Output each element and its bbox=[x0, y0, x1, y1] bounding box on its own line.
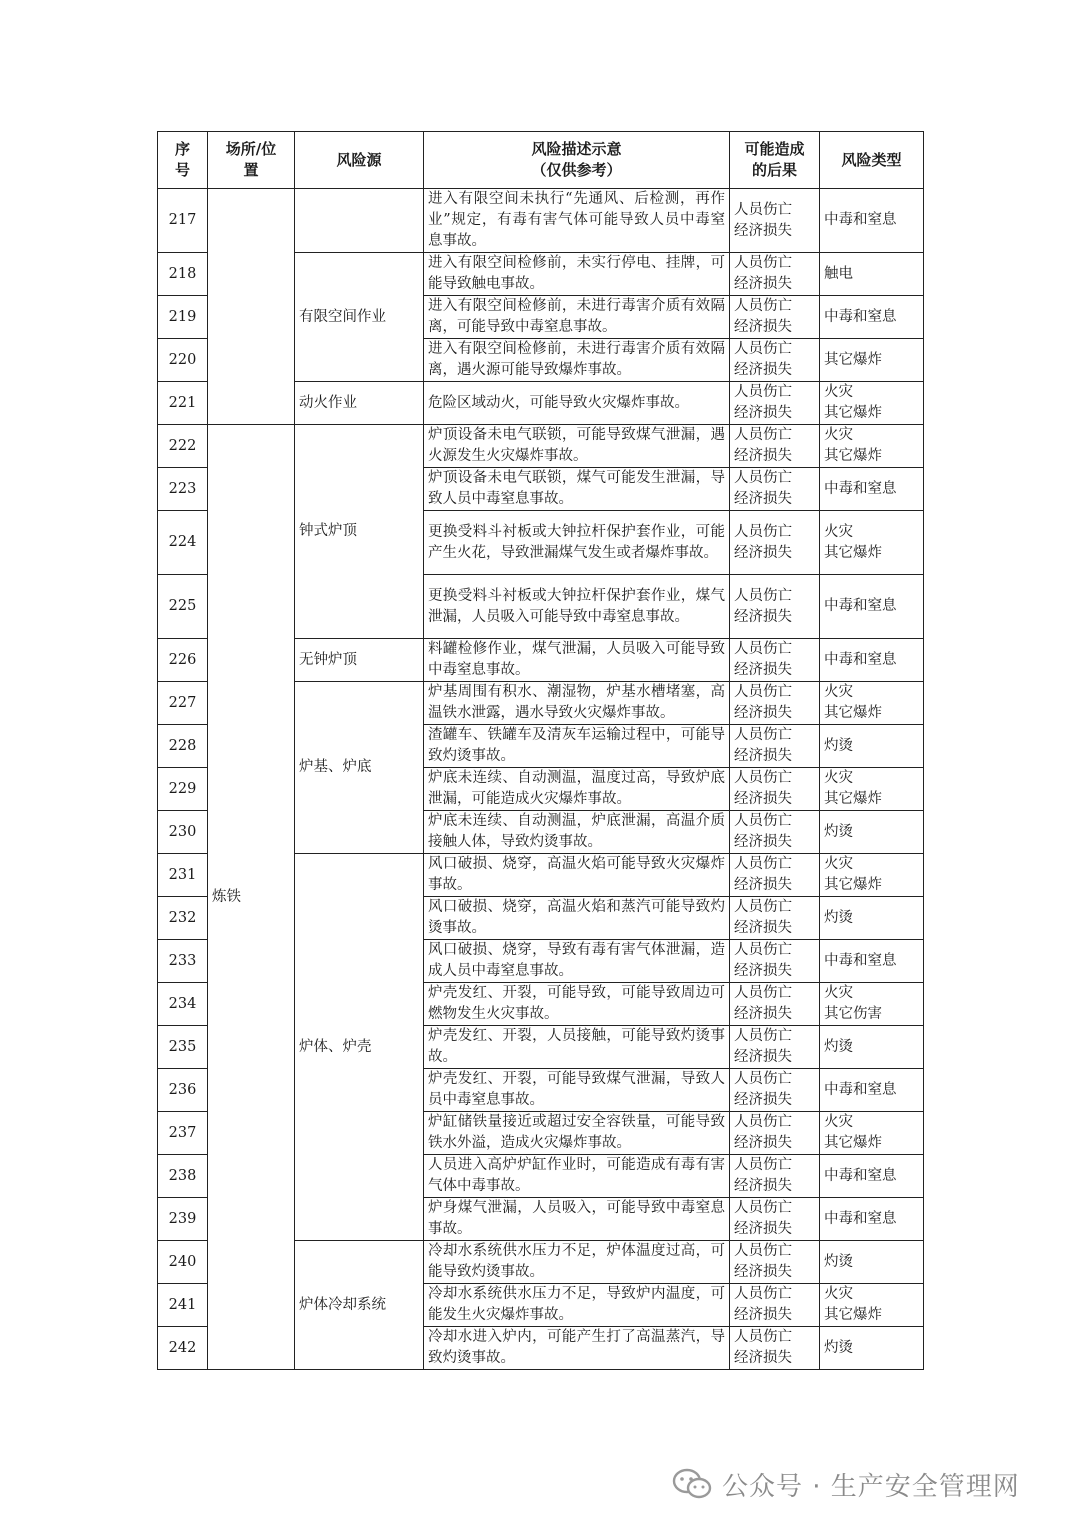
row-number: 218 bbox=[158, 253, 208, 296]
row-number: 233 bbox=[158, 940, 208, 983]
risk-description: 渣罐车、铁罐车及清灰车运输过程中，可能导致灼烫事故。 bbox=[424, 725, 730, 768]
row-number: 226 bbox=[158, 639, 208, 682]
table-header-row bbox=[158, 132, 924, 189]
consequence-cell: 人员伤亡 经济损失 bbox=[730, 639, 820, 682]
row-number: 217 bbox=[158, 189, 208, 253]
consequence-cell: 人员伤亡 经济损失 bbox=[730, 940, 820, 983]
consequence-cell: 人员伤亡 经济损失 bbox=[730, 854, 820, 897]
risk-type-cell: 火灾 其它爆炸 bbox=[820, 382, 924, 425]
risk-source-cell: 无钟炉顶 bbox=[295, 639, 424, 682]
consequence-cell: 人员伤亡 经济损失 bbox=[730, 768, 820, 811]
risk-type-cell: 中毒和窒息 bbox=[820, 1198, 924, 1241]
risk-table bbox=[157, 131, 924, 1370]
risk-description: 人员进入高炉炉缸作业时，可能造成有毒有害气体中毒事故。 bbox=[424, 1155, 730, 1198]
consequence-cell: 人员伤亡 经济损失 bbox=[730, 897, 820, 940]
risk-type-cell: 中毒和窒息 bbox=[820, 296, 924, 339]
row-number: 219 bbox=[158, 296, 208, 339]
consequence-cell: 人员伤亡 经济损失 bbox=[730, 725, 820, 768]
row-number: 221 bbox=[158, 382, 208, 425]
risk-type-cell: 火灾 其它爆炸 bbox=[820, 854, 924, 897]
risk-type-cell: 火灾 其它爆炸 bbox=[820, 1112, 924, 1155]
risk-source-cell: 炉体冷却系统 bbox=[295, 1241, 424, 1370]
risk-type-cell: 火灾 其它伤害 bbox=[820, 983, 924, 1026]
row-number: 225 bbox=[158, 575, 208, 639]
risk-description: 炉基周围有积水、潮湿物，炉基水槽堵塞，高温铁水泄露，遇水导致火灾爆炸事故。 bbox=[424, 682, 730, 725]
header-consequence: 可能造成 的后果 bbox=[730, 132, 820, 189]
row-number: 240 bbox=[158, 1241, 208, 1284]
risk-type-cell: 火灾 其它爆炸 bbox=[820, 511, 924, 575]
risk-source-cell: 炉基、炉底 bbox=[295, 682, 424, 854]
risk-source-cell: 炉体、炉壳 bbox=[295, 854, 424, 1241]
risk-type-cell: 中毒和窒息 bbox=[820, 575, 924, 639]
risk-description: 进入有限空间检修前，未实行停电、挂牌，可能导致触电事故。 bbox=[424, 253, 730, 296]
consequence-cell: 人员伤亡 经济损失 bbox=[730, 1241, 820, 1284]
consequence-cell: 人员伤亡 经济损失 bbox=[730, 425, 820, 468]
risk-type-cell: 中毒和窒息 bbox=[820, 189, 924, 253]
row-number: 242 bbox=[158, 1327, 208, 1370]
risk-type-cell: 灼烫 bbox=[820, 1241, 924, 1284]
risk-description: 危险区域动火，可能导致火灾爆炸事故。 bbox=[424, 382, 730, 425]
header-no: 序 号 bbox=[158, 132, 208, 189]
consequence-cell: 人员伤亡 经济损失 bbox=[730, 1198, 820, 1241]
consequence-cell: 人员伤亡 经济损失 bbox=[730, 682, 820, 725]
risk-description: 冷却水进入炉内，可能产生打了高温蒸汽，导致灼烫事故。 bbox=[424, 1327, 730, 1370]
risk-description: 炉壳发红、开裂，可能导致煤气泄漏，导致人员中毒窒息事故。 bbox=[424, 1069, 730, 1112]
header-location: 场所/位 置 bbox=[208, 132, 295, 189]
table-row bbox=[158, 189, 924, 253]
row-number: 223 bbox=[158, 468, 208, 511]
risk-description: 炉底未连续、自动测温，温度过高，导致炉底泄漏，可能造成火灾爆炸事故。 bbox=[424, 768, 730, 811]
row-number: 231 bbox=[158, 854, 208, 897]
consequence-cell: 人员伤亡 经济损失 bbox=[730, 1069, 820, 1112]
risk-description: 风口破损、烧穿，高温火焰可能导致火灾爆炸事故。 bbox=[424, 854, 730, 897]
row-number: 239 bbox=[158, 1198, 208, 1241]
risk-description: 料罐检修作业，煤气泄漏，人员吸入可能导致中毒窒息事故。 bbox=[424, 639, 730, 682]
consequence-cell: 人员伤亡 经济损失 bbox=[730, 253, 820, 296]
risk-description: 更换受料斗衬板或大钟拉杆保护套作业，可能产生火花，导致泄漏煤气发生或者爆炸事故。 bbox=[424, 511, 730, 575]
risk-type-cell: 中毒和窒息 bbox=[820, 1155, 924, 1198]
consequence-cell: 人员伤亡 经济损失 bbox=[730, 811, 820, 854]
risk-description: 冷却水系统供水压力不足，炉体温度过高，可能导致灼烫事故。 bbox=[424, 1241, 730, 1284]
header-description: 风险描述示意 （仅供参考） bbox=[424, 132, 730, 189]
location-cell: 炼铁 bbox=[208, 425, 295, 1370]
risk-type-cell: 灼烫 bbox=[820, 1026, 924, 1069]
consequence-cell: 人员伤亡 经济损失 bbox=[730, 511, 820, 575]
watermark bbox=[672, 1462, 1020, 1506]
table-row bbox=[158, 425, 924, 468]
risk-description: 进入有限空间检修前，未进行毒害介质有效隔离，可能导致中毒窒息事故。 bbox=[424, 296, 730, 339]
consequence-cell: 人员伤亡 经济损失 bbox=[730, 1026, 820, 1069]
header-type: 风险类型 bbox=[820, 132, 924, 189]
risk-type-cell: 灼烫 bbox=[820, 725, 924, 768]
risk-type-cell: 灼烫 bbox=[820, 897, 924, 940]
risk-type-cell: 灼烫 bbox=[820, 1327, 924, 1370]
consequence-cell: 人员伤亡 经济损失 bbox=[730, 1327, 820, 1370]
row-number: 228 bbox=[158, 725, 208, 768]
row-number: 230 bbox=[158, 811, 208, 854]
row-number: 236 bbox=[158, 1069, 208, 1112]
consequence-cell: 人员伤亡 经济损失 bbox=[730, 339, 820, 382]
risk-source-cell: 有限空间作业 bbox=[295, 253, 424, 382]
location-cell bbox=[208, 189, 295, 425]
risk-type-cell: 中毒和窒息 bbox=[820, 468, 924, 511]
risk-description: 更换受料斗衬板或大钟拉杆保护套作业，煤气泄漏，人员吸入可能导致中毒窒息事故。 bbox=[424, 575, 730, 639]
risk-description: 冷却水系统供水压力不足，导致炉内温度，可能发生火灾爆炸事故。 bbox=[424, 1284, 730, 1327]
risk-description: 炉壳发红、开裂，人员接触，可能导致灼烫事故。 bbox=[424, 1026, 730, 1069]
row-number: 235 bbox=[158, 1026, 208, 1069]
risk-type-cell: 中毒和窒息 bbox=[820, 940, 924, 983]
wechat-icon bbox=[672, 1468, 712, 1500]
consequence-cell: 人员伤亡 经济损失 bbox=[730, 468, 820, 511]
row-number: 241 bbox=[158, 1284, 208, 1327]
row-number: 232 bbox=[158, 897, 208, 940]
row-number: 227 bbox=[158, 682, 208, 725]
risk-description: 风口破损、烧穿，导致有毒有害气体泄漏，造成人员中毒窒息事故。 bbox=[424, 940, 730, 983]
row-number: 237 bbox=[158, 1112, 208, 1155]
risk-type-cell: 中毒和窒息 bbox=[820, 1069, 924, 1112]
consequence-cell: 人员伤亡 经济损失 bbox=[730, 1155, 820, 1198]
consequence-cell: 人员伤亡 经济损失 bbox=[730, 983, 820, 1026]
risk-type-cell: 火灾 其它爆炸 bbox=[820, 425, 924, 468]
risk-source-cell: 钟式炉顶 bbox=[295, 425, 424, 639]
consequence-cell: 人员伤亡 经济损失 bbox=[730, 575, 820, 639]
risk-description: 炉身煤气泄漏，人员吸入，可能导致中毒窒息事故。 bbox=[424, 1198, 730, 1241]
consequence-cell: 人员伤亡 经济损失 bbox=[730, 382, 820, 425]
risk-type-cell: 灼烫 bbox=[820, 811, 924, 854]
consequence-cell: 人员伤亡 经济损失 bbox=[730, 189, 820, 253]
risk-description: 炉壳发红、开裂，可能导致，可能导致周边可燃物发生火灾事故。 bbox=[424, 983, 730, 1026]
row-number: 220 bbox=[158, 339, 208, 382]
risk-type-cell: 火灾 其它爆炸 bbox=[820, 1284, 924, 1327]
risk-type-cell: 火灾 其它爆炸 bbox=[820, 768, 924, 811]
watermark-text: 公众号 · 生产安全管理网 bbox=[722, 1471, 1020, 1502]
risk-description: 进入有限空间检修前，未进行毒害介质有效隔离，遇火源可能导致爆炸事故。 bbox=[424, 339, 730, 382]
risk-description: 炉缸储铁量接近或超过安全容铁量，可能导致铁水外溢，造成火灾爆炸事故。 bbox=[424, 1112, 730, 1155]
header-source: 风险源 bbox=[295, 132, 424, 189]
consequence-cell: 人员伤亡 经济损失 bbox=[730, 1112, 820, 1155]
risk-description: 风口破损、烧穿，高温火焰和蒸汽可能导致灼烫事故。 bbox=[424, 897, 730, 940]
row-number: 229 bbox=[158, 768, 208, 811]
risk-description: 炉顶设备未电气联锁，煤气可能发生泄漏，导致人员中毒窒息事故。 bbox=[424, 468, 730, 511]
row-number: 222 bbox=[158, 425, 208, 468]
risk-description: 炉底未连续、自动测温，炉底泄漏，高温介质接触人体，导致灼烫事故。 bbox=[424, 811, 730, 854]
row-number: 238 bbox=[158, 1155, 208, 1198]
consequence-cell: 人员伤亡 经济损失 bbox=[730, 296, 820, 339]
risk-type-cell: 其它爆炸 bbox=[820, 339, 924, 382]
row-number: 224 bbox=[158, 511, 208, 575]
risk-source-cell bbox=[295, 189, 424, 253]
risk-description: 炉顶设备未电气联锁，可能导致煤气泄漏，遇火源发生火灾爆炸事故。 bbox=[424, 425, 730, 468]
row-number: 234 bbox=[158, 983, 208, 1026]
risk-source-cell: 动火作业 bbox=[295, 382, 424, 425]
consequence-cell: 人员伤亡 经济损失 bbox=[730, 1284, 820, 1327]
risk-type-cell: 中毒和窒息 bbox=[820, 639, 924, 682]
risk-type-cell: 触电 bbox=[820, 253, 924, 296]
risk-type-cell: 火灾 其它爆炸 bbox=[820, 682, 924, 725]
risk-description: 进入有限空间未执行“先通风、后检测，再作业”规定，有毒有害气体可能导致人员中毒窒息事故。 bbox=[424, 189, 730, 253]
